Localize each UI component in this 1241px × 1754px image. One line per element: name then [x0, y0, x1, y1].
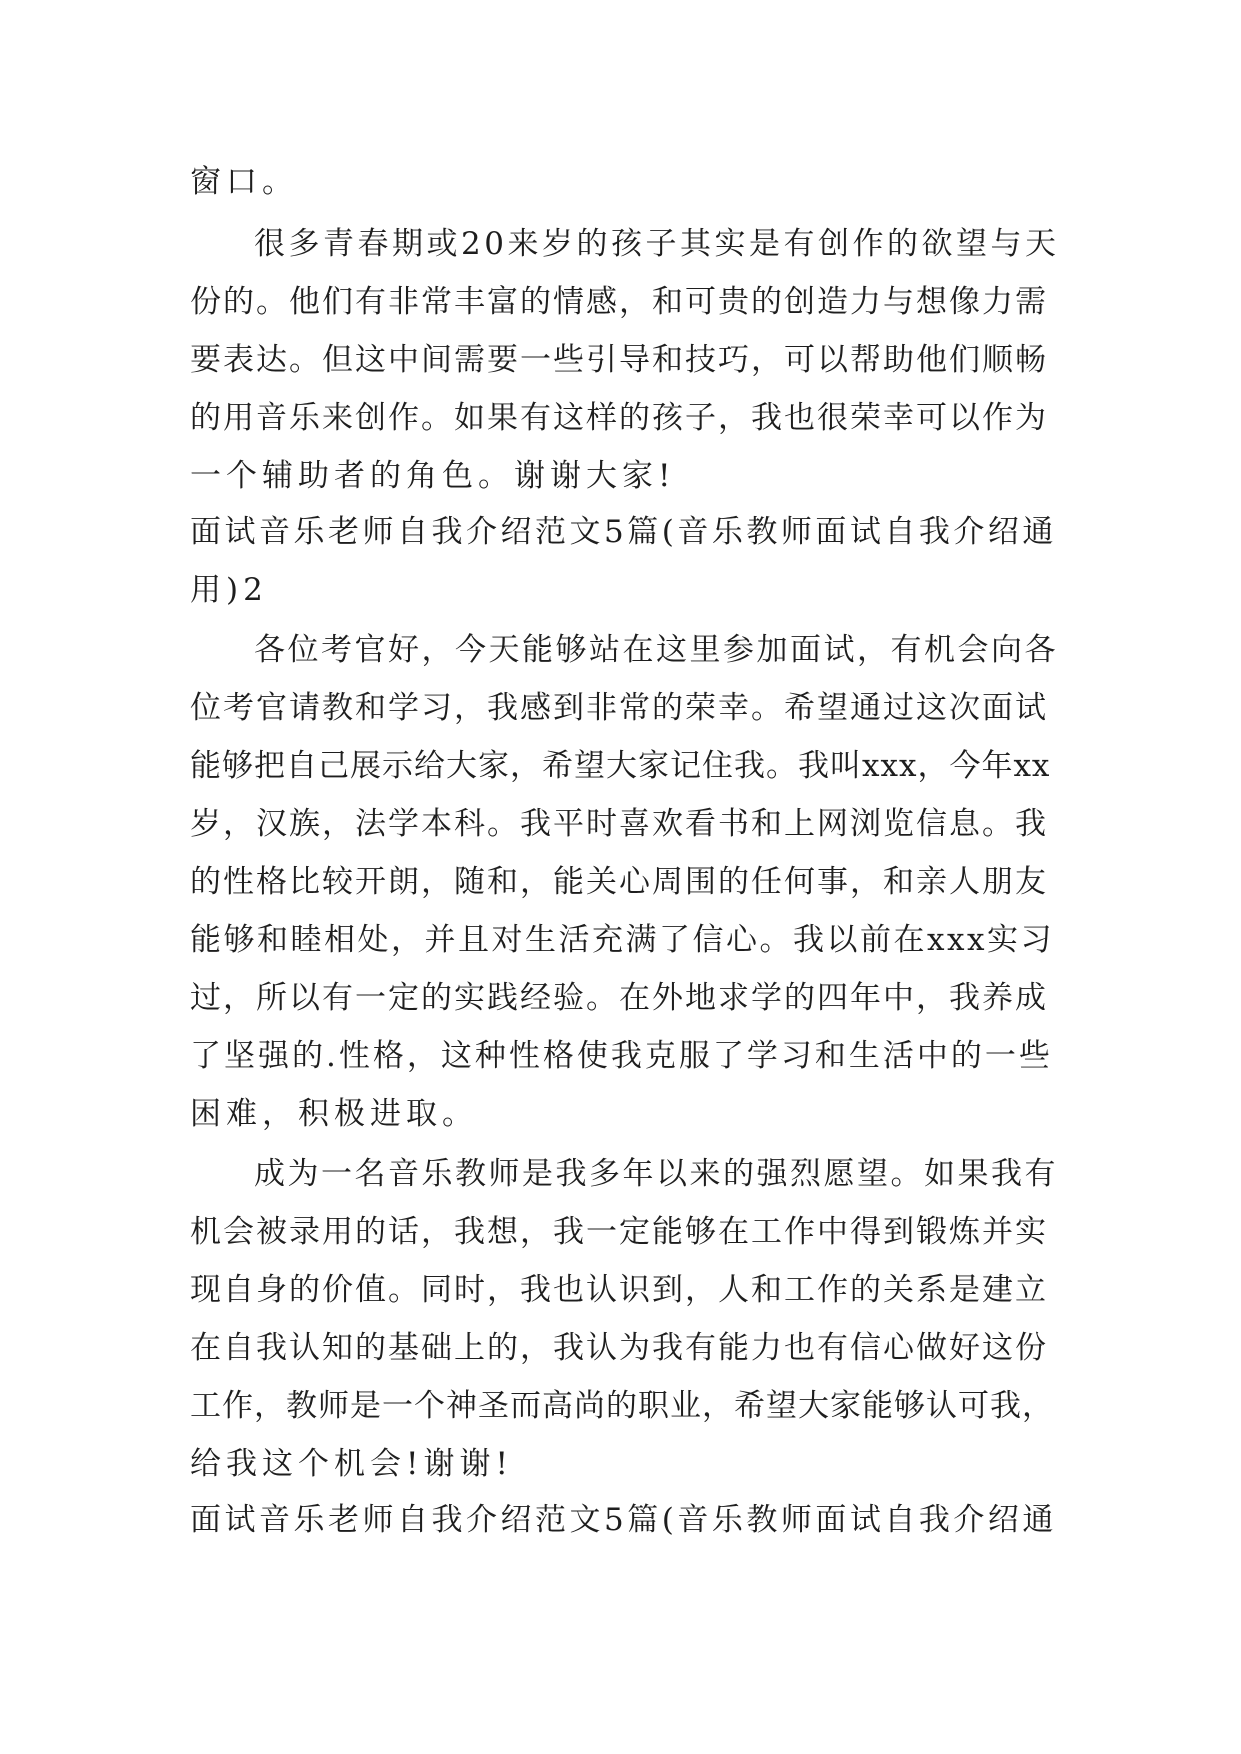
text-line: 困难，积极进取。 — [190, 1096, 478, 1132]
text-line: 要表达。但这中间需要一些引导和技巧，可以帮助他们顺畅 — [190, 342, 1048, 378]
paragraph-first-line: 很多青春期或20来岁的孩子其实是有创作的欲望与天 — [254, 226, 1060, 262]
section-heading-continued: 用)2 — [190, 572, 268, 608]
text-line: 在自我认知的基础上的，我认为我有能力也有信心做好这份 — [190, 1330, 1048, 1366]
paragraph-first-line: 各位考官好，今天能够站在这里参加面试，有机会向各 — [254, 632, 1058, 668]
section-heading: 面试音乐老师自我介绍范文5篇(音乐教师面试自我介绍通 — [190, 1502, 1057, 1538]
text-line: 现自身的价值。同时，我也认识到，人和工作的关系是建立 — [190, 1272, 1048, 1308]
paragraph-first-line: 成为一名音乐教师是我多年以来的强烈愿望。如果我有 — [254, 1156, 1058, 1192]
text-line: 给我这个机会!谢谢! — [190, 1446, 513, 1482]
text-line: 份的。他们有非常丰富的情感，和可贵的创造力与想像力需 — [190, 284, 1048, 320]
text-line: 机会被录用的话，我想，我一定能够在工作中得到锻炼并实 — [190, 1214, 1048, 1250]
text-line: 了坚强的.性格，这种性格使我克服了学习和生活中的一些 — [190, 1038, 1053, 1074]
text-line: 过，所以有一定的实践经验。在外地求学的四年中，我养成 — [190, 980, 1048, 1016]
text-line: 位考官请教和学习，我感到非常的荣幸。希望通过这次面试 — [190, 690, 1048, 726]
text-line: 一个辅助者的角色。谢谢大家! — [190, 458, 676, 494]
text-line: 能够把自己展示给大家，希望大家记住我。我叫xxx，今年xx — [190, 748, 1051, 784]
section-heading: 面试音乐老师自我介绍范文5篇(音乐教师面试自我介绍通 — [190, 514, 1057, 550]
text-line: 能够和睦相处，并且对生活充满了信心。我以前在xxx实习 — [190, 922, 1054, 958]
text-line: 岁，汉族，法学本科。我平时喜欢看书和上网浏览信息。我 — [190, 806, 1048, 842]
text-line: 的用音乐来创作。如果有这样的孩子，我也很荣幸可以作为 — [190, 400, 1048, 436]
text-line: 的性格比较开朗，随和，能关心周围的任何事，和亲人朋友 — [190, 864, 1048, 900]
text-line: 工作，教师是一个神圣而高尚的职业，希望大家能够认可我， — [190, 1388, 1054, 1424]
text-line: 窗口。 — [190, 164, 298, 200]
